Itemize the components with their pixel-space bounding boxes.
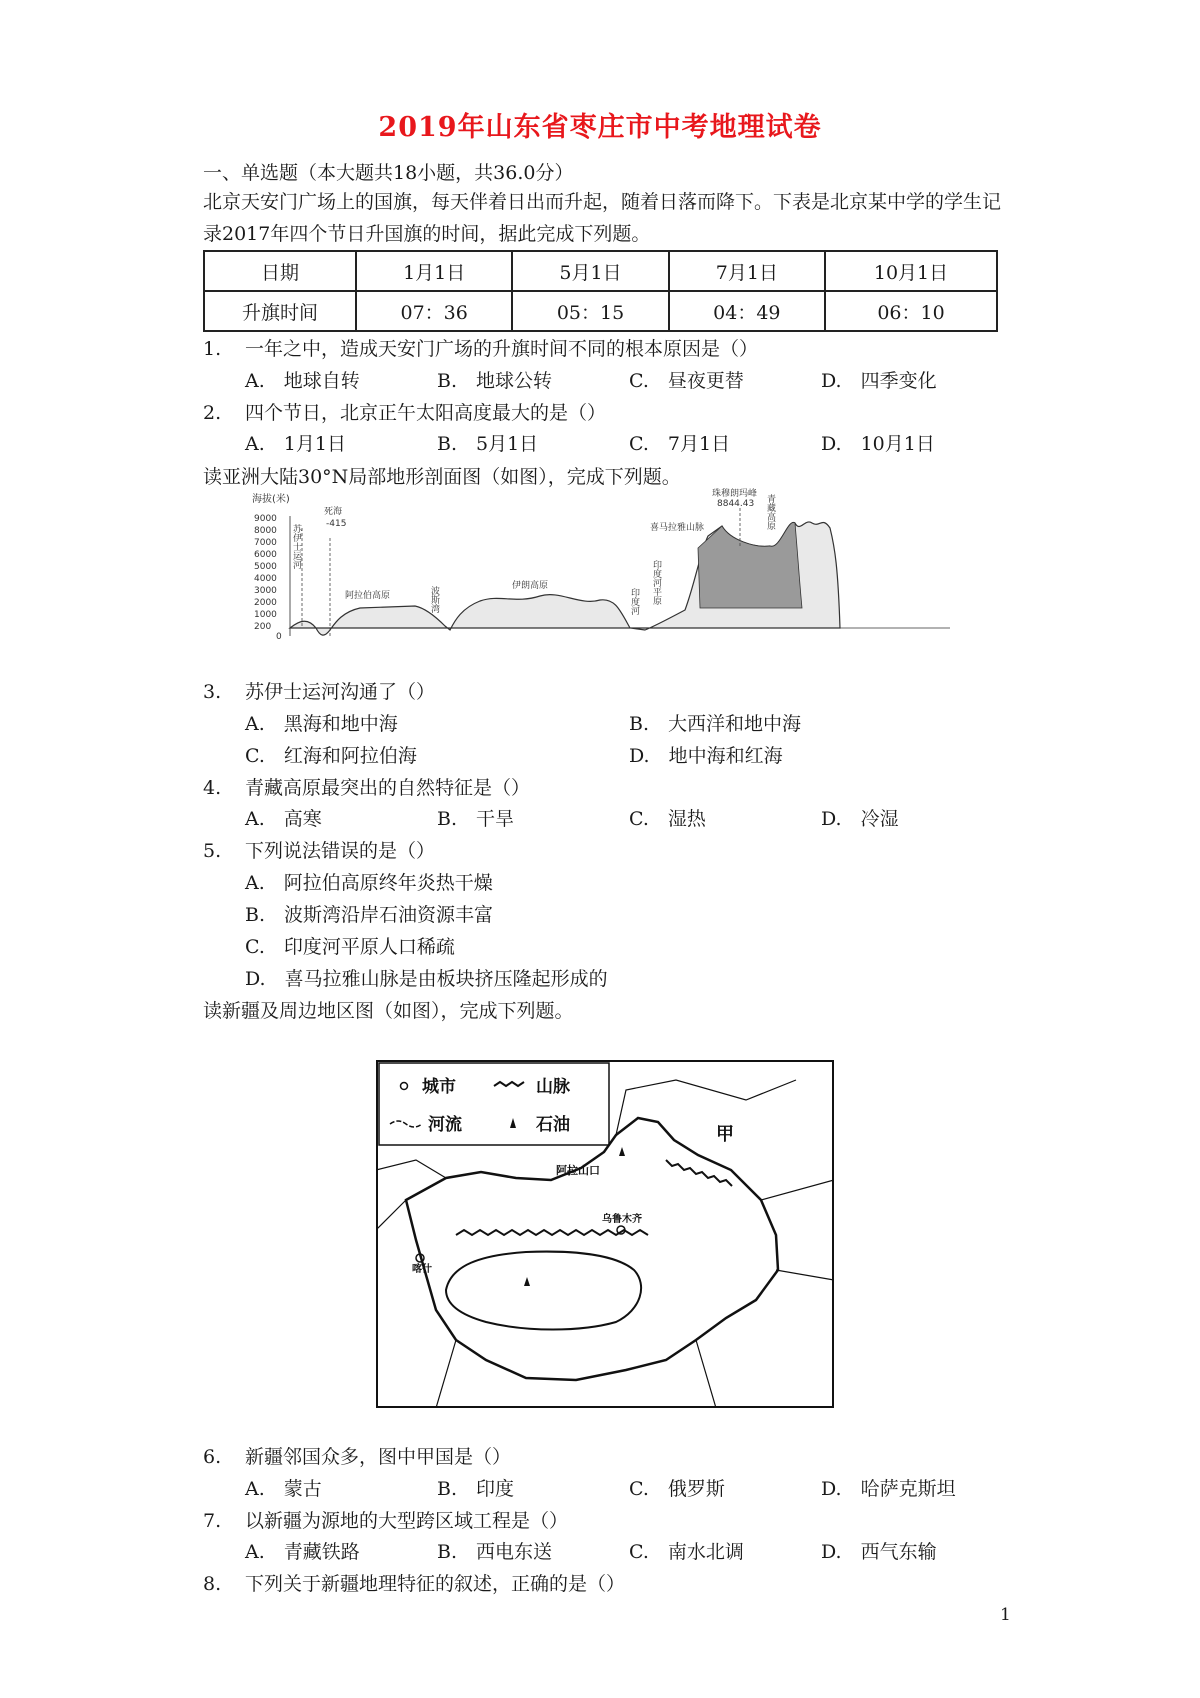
legend-oil: 石油 <box>536 1115 570 1135</box>
option-a[interactable]: A. 高寒 <box>245 808 322 830</box>
question-8 <box>203 1571 625 1597</box>
label-himalaya: 喜马拉雅山脉 <box>650 523 705 533</box>
option-d[interactable]: D. 西气东输 <box>821 1541 937 1563</box>
table-cell: 06：10 <box>825 291 997 331</box>
question-text: 青藏高原最突出的自然特征是（） <box>245 777 531 799</box>
legend-river: 河流 <box>428 1115 462 1135</box>
terrain-profile-figure <box>250 488 960 643</box>
question-6 <box>203 1444 511 1470</box>
table-cell: 7月1日 <box>669 251 825 291</box>
option-c[interactable]: C. 7月1日 <box>629 433 731 455</box>
label-urumqi: 乌鲁木齐 <box>602 1214 642 1225</box>
xinjiang-map-figure <box>376 1060 834 1408</box>
label-arabian-plateau: 阿拉伯高原 <box>345 591 391 601</box>
option-c[interactable]: C. 南水北调 <box>629 1541 744 1563</box>
table-cell: 07：36 <box>356 291 512 331</box>
question-5 <box>203 838 435 864</box>
option-b[interactable]: B. 地球公转 <box>437 370 553 392</box>
table-row <box>204 291 997 331</box>
ytick-label: 1000 <box>254 610 277 620</box>
question-number: 3. <box>203 681 222 703</box>
page-title: 2019年山东省枣庄市中考地理试卷 <box>378 112 822 143</box>
label-deadsea: 死海 <box>324 507 343 517</box>
label-deadsea-value: -415 <box>326 519 347 529</box>
label-alashankou: 阿拉山口 <box>556 1164 600 1177</box>
table-cell: 1月1日 <box>356 251 512 291</box>
section-heading: 一、单选题（本大题共18小题，共36.0分） <box>203 162 574 184</box>
ytick-label: 5000 <box>254 562 277 572</box>
option-c[interactable]: C. 昼夜更替 <box>629 370 744 392</box>
question-text: 四个节日，北京正午太阳高度最大的是（） <box>245 402 607 424</box>
label-tibet-plateau: 青藏高原 <box>765 494 775 530</box>
table-cell: 10月1日 <box>825 251 997 291</box>
question-1 <box>203 336 758 362</box>
question-text: 新疆邻国众多，图中甲国是（） <box>245 1446 512 1468</box>
ytick-label: 8000 <box>254 526 277 536</box>
ytick-label: 9000 <box>254 514 277 524</box>
ytick-label: 7000 <box>254 538 277 548</box>
label-iranian-plateau: 伊朗高原 <box>512 581 549 591</box>
ytick-label: 0 <box>276 632 282 642</box>
option-a[interactable]: A. 青藏铁路 <box>245 1541 360 1563</box>
option-a[interactable]: A. 黑海和地中海 <box>245 713 398 735</box>
table-row <box>204 251 997 291</box>
tibet-shading <box>698 522 802 608</box>
option-b[interactable]: B. 5月1日 <box>437 433 539 455</box>
question-number: 1. <box>203 338 222 360</box>
option-c[interactable]: C. 印度河平原人口稀疏 <box>245 936 455 958</box>
ytick-label: 4000 <box>254 574 277 584</box>
option-c[interactable]: C. 湿热 <box>629 808 706 830</box>
question-7 <box>203 1508 568 1534</box>
option-d[interactable]: D. 哈萨克斯坦 <box>821 1478 956 1500</box>
option-d[interactable]: D. 四季变化 <box>821 370 937 392</box>
question-number: 5. <box>203 840 222 862</box>
question-number: 2. <box>203 402 222 424</box>
intro-profile: 读亚洲大陆30°N局部地形剖面图（如图），完成下列题。 <box>203 466 681 488</box>
option-a[interactable]: A. 蒙古 <box>245 1478 322 1500</box>
question-number: 6. <box>203 1446 222 1468</box>
intro-map: 读新疆及周边地区图（如图），完成下列题。 <box>203 1000 574 1022</box>
question-3 <box>203 679 435 705</box>
question-number: 4. <box>203 777 222 799</box>
label-persian-gulf: 波斯湾 <box>429 586 439 613</box>
label-indus-river: 印度河 <box>629 588 639 615</box>
table-header-cell: 日期 <box>204 251 356 291</box>
label-suez: 苏伊士运河 <box>291 524 301 569</box>
legend-city: 城市 <box>422 1077 456 1097</box>
question-2 <box>203 400 606 426</box>
question-text: 苏伊士运河沟通了（） <box>245 681 436 703</box>
question-number: 7. <box>203 1510 222 1532</box>
option-a[interactable]: A. 阿拉伯高原终年炎热干燥 <box>245 872 493 894</box>
label-indus-plain: 印度河平原 <box>651 560 661 605</box>
label-everest-value: 8844.43 <box>717 499 755 509</box>
option-d[interactable]: D. 10月1日 <box>821 433 935 455</box>
option-c[interactable]: C. 红海和阿拉伯海 <box>245 745 417 767</box>
option-d[interactable]: D. 冷湿 <box>821 808 899 830</box>
option-b[interactable]: B. 印度 <box>437 1478 515 1500</box>
option-b[interactable]: B. 干旱 <box>437 808 515 830</box>
question-number: 8. <box>203 1573 222 1595</box>
option-a[interactable]: A. 地球自转 <box>245 370 360 392</box>
table-cell: 5月1日 <box>512 251 668 291</box>
profile-ylabel: 海拔(米) <box>252 494 290 505</box>
intro-paragraph: 北京天安门广场上的国旗，每天伴着日出而升起，随着日落而降下。下表是北京某中学的学生记录2017年四个节日升国旗的时间，据此完成下列题。 <box>203 191 1002 245</box>
map-legend <box>379 1063 609 1145</box>
table-cell: 04：49 <box>669 291 825 331</box>
option-d[interactable]: D. 地中海和红海 <box>629 745 783 767</box>
option-a[interactable]: A. 1月1日 <box>245 433 346 455</box>
table-header-cell: 升旗时间 <box>204 291 356 331</box>
ytick-label: 2000 <box>254 598 277 608</box>
ytick-label: 200 <box>254 622 272 632</box>
option-b[interactable]: B. 大西洋和地中海 <box>629 713 802 735</box>
question-text: 下列说法错误的是（） <box>245 840 436 862</box>
label-everest: 珠穆朗玛峰 <box>712 489 758 499</box>
question-4 <box>203 775 530 801</box>
question-text: 以新疆为源地的大型跨区域工程是（） <box>245 1510 569 1532</box>
ytick-label: 6000 <box>254 550 277 560</box>
page-number: 1 <box>1000 1605 1011 1625</box>
ytick-label: 3000 <box>254 586 277 596</box>
option-b[interactable]: B. 西电东送 <box>437 1541 553 1563</box>
label-kashgar: 喀什 <box>412 1264 432 1275</box>
option-c[interactable]: C. 俄罗斯 <box>629 1478 725 1500</box>
question-text: 下列关于新疆地理特征的叙述，正确的是（） <box>245 1573 626 1595</box>
table-cell: 05：15 <box>512 291 668 331</box>
option-b[interactable]: B. 波斯湾沿岸石油资源丰富 <box>245 904 494 926</box>
flag-raising-table <box>203 250 998 332</box>
legend-mountain: 山脉 <box>536 1077 570 1097</box>
question-text: 一年之中，造成天安门广场的升旗时间不同的根本原因是（） <box>245 338 759 360</box>
option-d[interactable]: D. 喜马拉雅山脉是由板块挤压隆起形成的 <box>245 968 608 990</box>
label-jia: 甲 <box>716 1124 734 1145</box>
